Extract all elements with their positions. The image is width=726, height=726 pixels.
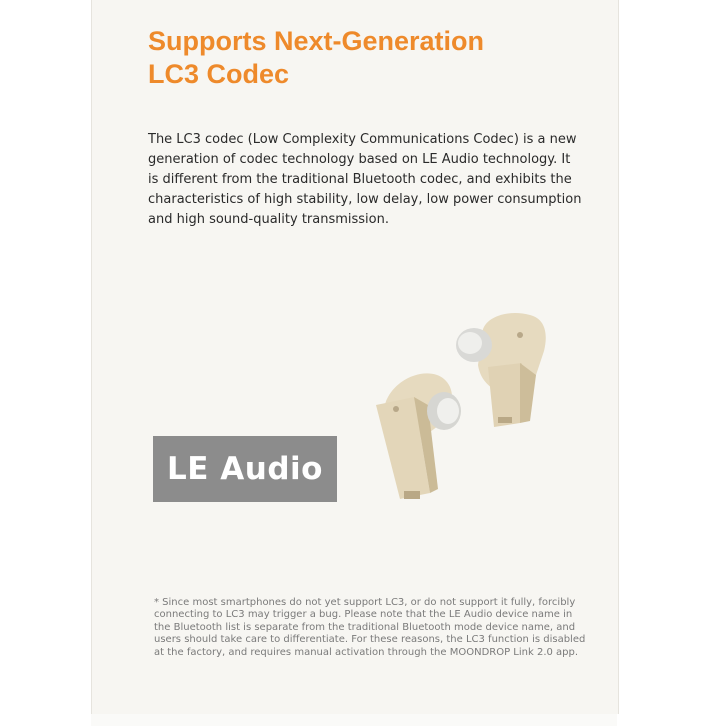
earbuds-illustration — [370, 305, 560, 505]
right-earbud-image — [456, 313, 546, 427]
panel-bottom-edge — [91, 714, 617, 726]
left-earbud-image — [376, 373, 461, 499]
lc3-disclaimer-footnote: * Since most smartphones do not yet support LC3, or do not support it fully, forcibly connecting to LC3 may trigger a bug. Please note that the LE Audio device name in the Bluetooth list is separate from the traditional Bluetooth mode device name, and users should take care to differentiate. For these reasons, the LC3 function is disabled at the factory, and requires manual activation through the MOONDROP Link 2.0 app. — [154, 597, 586, 658]
outer-margin-right — [636, 0, 726, 726]
feature-description: The LC3 codec (Low Complexity Communications Codec) is a new generation of codec technology based on LE Audio technology. It is different from the traditional Bluetooth codec, and exhibits the characteristics of high stability, low delay, low power consumption and high sound-quality transmission. — [148, 132, 582, 227]
le-audio-badge — [153, 436, 337, 502]
feature-heading — [148, 25, 568, 91]
le-audio-badge-label: LE Audio — [167, 451, 323, 487]
outer-margin-left — [0, 0, 90, 726]
feature-heading-line2: LC3 Codec — [148, 59, 290, 89]
feature-heading-line1: Supports Next-Generation — [148, 26, 485, 56]
